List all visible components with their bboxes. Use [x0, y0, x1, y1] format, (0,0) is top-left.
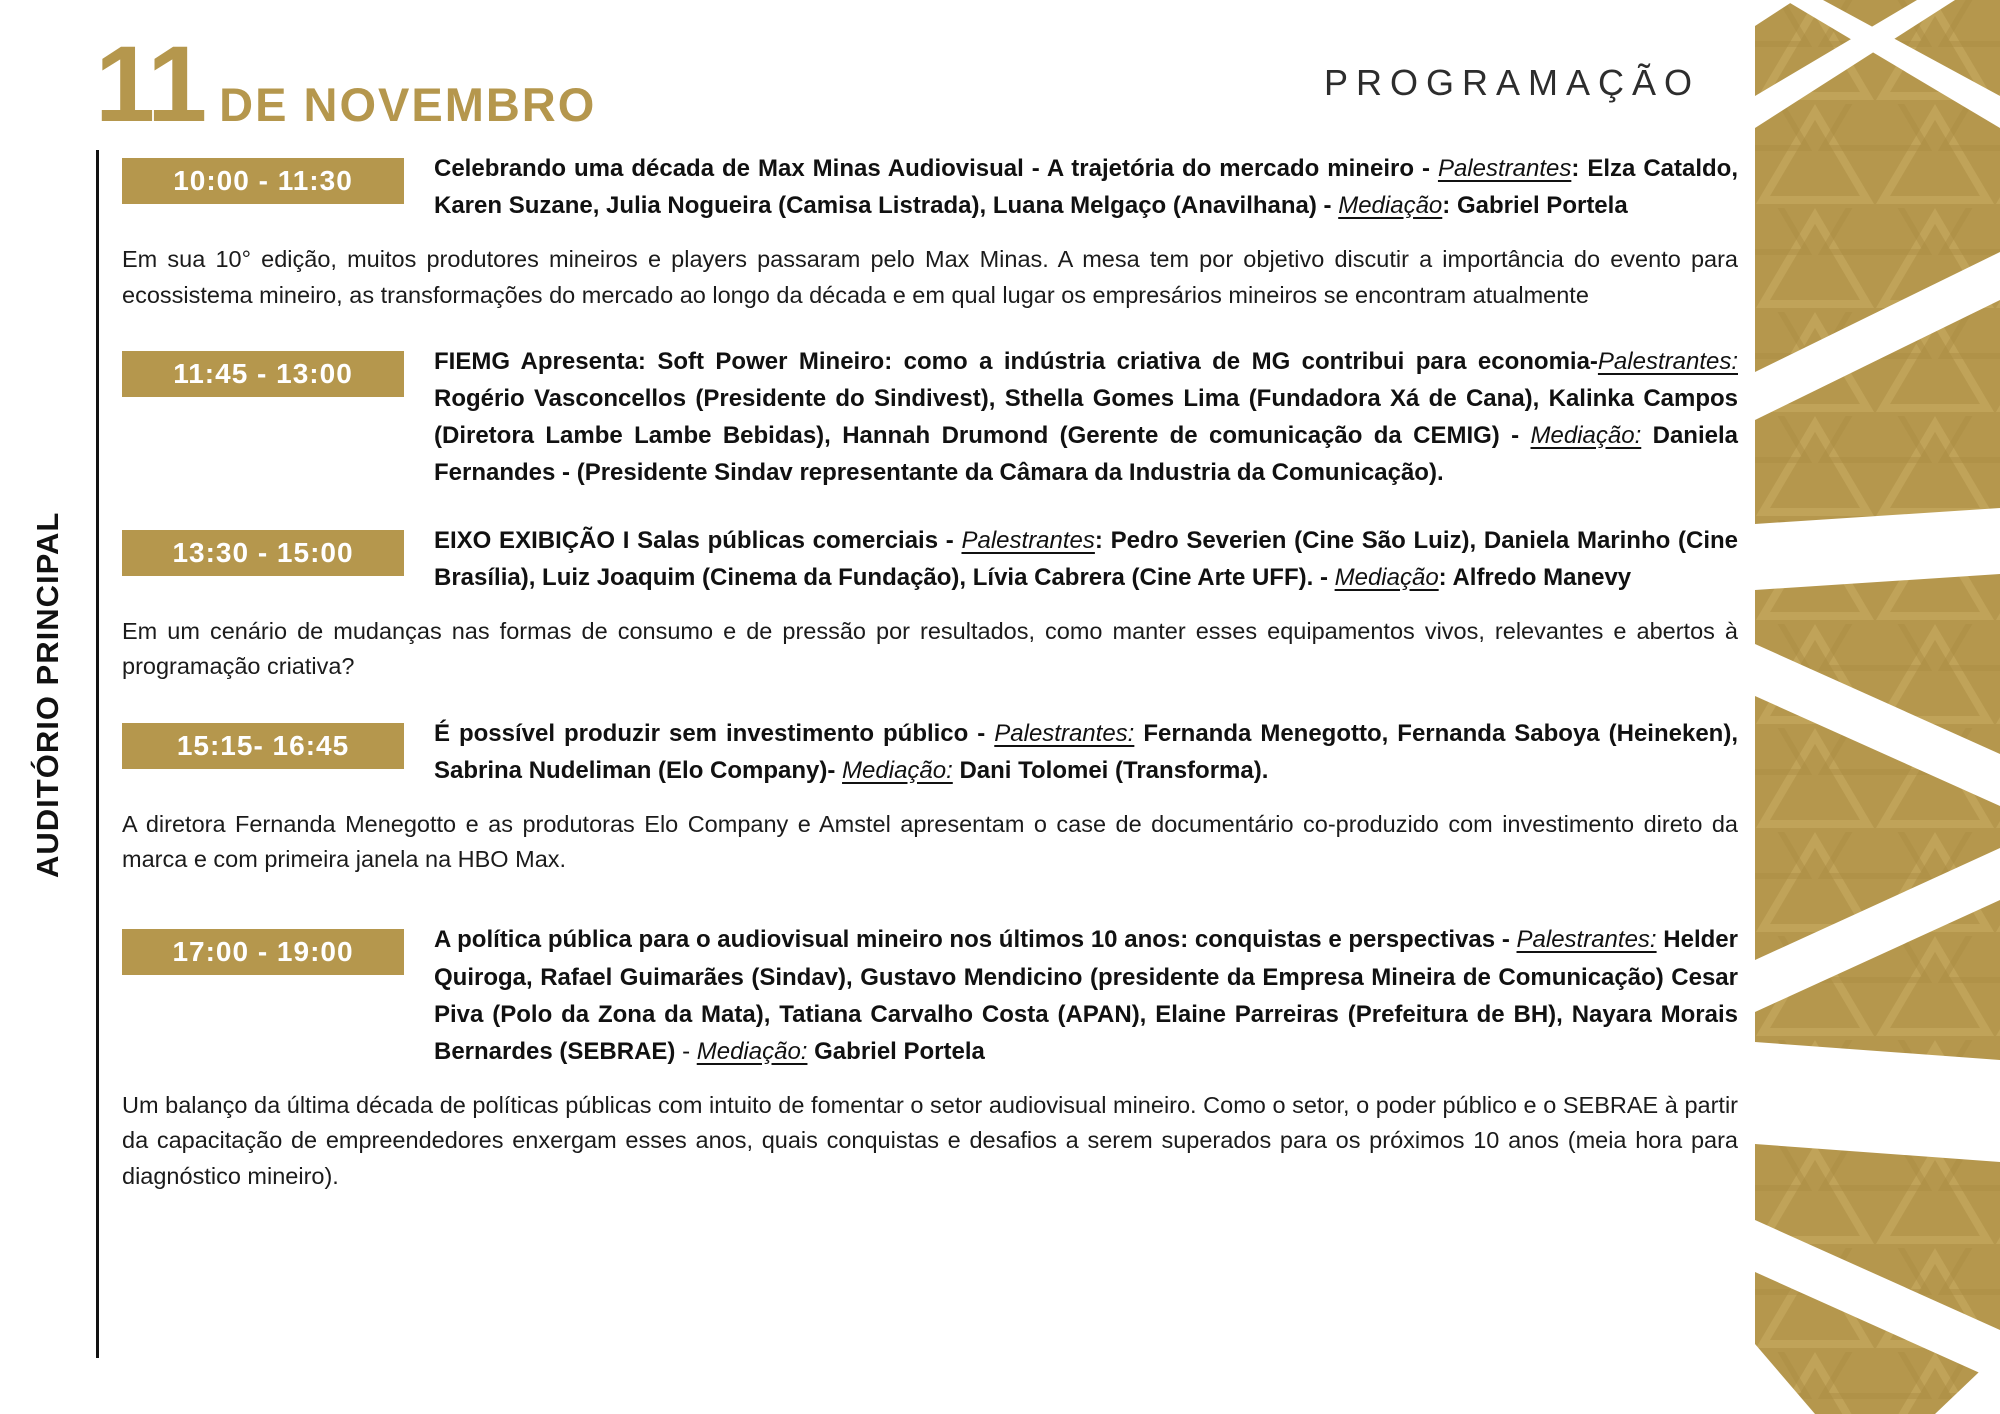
title-role-label: Palestrantes	[1437, 155, 1572, 182]
title-role-label: Mediação:	[1530, 422, 1642, 450]
vertical-divider	[96, 150, 99, 1358]
title-text: É possível produzir sem investimento público -	[434, 719, 995, 747]
session-description: A diretora Fernanda Menegotto e as produtoras Elo Company e Amstel apresentam o case de documentário co-produzido com investimento direto da marca e com primeira janela na HBO Max.	[122, 810, 1738, 873]
title-text: Celebrando uma década de Max Minas Audiovisual - A trajetória do mercado mineiro -	[434, 155, 1438, 182]
title-text: : Elza Cataldo, Karen Suzane, Julia Nogueira (Camisa Listrada), Luana Melgaço (Anavilhana) -	[434, 155, 1738, 220]
session-description: Em sua 10° edição, muitos produtores mineiros e players passaram pelo Max Minas. A mesa tem por objetivo discutir a importância do evento para ecossistema mineiro, as transformações do mercado ao longo da década e em qual lugar os empresários mineiros se encontram atualmente	[122, 246, 1738, 308]
title-text: : Gabriel Portela	[1442, 192, 1628, 220]
session-time-badge: 10:00 - 11:30	[122, 158, 404, 204]
session-description: Um balanço da última década de políticas públicas com intuito de fomentar o setor audiovisual mineiro. Como o setor, o poder público e o SEBRAE à partir da capacitação de empreendedores enxergam esses anos, quais conquistas e desafios a serem superados para os próximos 10 anos (meia hora para diagnóstico mineiro).	[122, 1092, 1738, 1189]
session-title	[434, 522, 1738, 596]
title-text: FIEMG Apresenta: Soft Power Mineiro: como a indústria criativa de MG contribui para economia-	[434, 347, 1598, 375]
title-role-label: Palestrantes	[961, 526, 1095, 554]
title-role-label: Palestrantes:	[994, 719, 1135, 747]
session-time-badge: 11:45 - 13:00	[122, 351, 404, 397]
session-block	[122, 150, 1738, 313]
session-block	[122, 343, 1738, 492]
title-text: Helder Quiroga, Rafael Guimarães (Sindav), Gustavo Mendicino (presidente da Empresa Mineira de Comunicação) Cesar Piva (Polo da Zona da Mata), Tatiana Carvalho Costa (APAN), Elaine Parreiras (Prefeitura de BH), Nayara Morais Bernardes (SEBRAE)	[434, 926, 1738, 1065]
session-block	[122, 715, 1738, 878]
session-time-badge: 17:00 - 19:00	[122, 929, 404, 975]
session-time-badge: 15:15- 16:45	[122, 723, 404, 769]
title-text: -	[682, 1037, 697, 1065]
title-text: : Alfredo Manevy	[1438, 563, 1632, 591]
title-text: Rogério Vasconcellos (Presidente do Sindivest), Sthella Gomes Lima (Fundadora Xá de Cana), Kalinka Campos (Diretora Lambe Lambe Bebidas), Hannah Drumond (Gerente de comunicação da CEMIG) -	[434, 385, 1738, 450]
title-role-label: Mediação:	[842, 756, 953, 784]
page-title: PROGRAMAÇÃO	[1323, 62, 1700, 103]
title-text: Daniela Fernandes - (Presidente Sindav representante da Câmara da Industria da Comunicação).	[434, 422, 1738, 487]
title-text: A política pública para o audiovisual mineiro nos últimos 10 anos: conquistas e perspectivas -	[434, 926, 1517, 954]
session-description: Em um cenário de mudanças nas formas de consumo e de pressão por resultados, como manter esses equipamentos vivos, relevantes e abertos à programação criativa?	[122, 618, 1738, 680]
session-row	[122, 343, 1738, 492]
title-role-label: Palestrantes:	[1516, 926, 1657, 954]
title-text: Dani Tolomei (Transforma).	[952, 756, 1269, 784]
session-row	[122, 921, 1738, 1070]
title-text: Gabriel Portela	[807, 1037, 985, 1065]
session-title	[434, 715, 1738, 789]
title-text: : Pedro Severien (Cine São Luiz), Daniela Marinho (Cine Brasília), Luiz Joaquim (Cinema da Fundação), Lívia Cabrera (Cine Arte UFF). -	[434, 526, 1738, 591]
session-row	[122, 522, 1738, 596]
gold-pattern-decoration	[1755, 0, 2000, 1414]
title-text: Fernanda Menegotto, Fernanda Saboya (Heineken), Sabrina Nudeliman (Elo Company)-	[434, 719, 1738, 784]
session-title	[434, 150, 1738, 224]
session-title	[434, 343, 1738, 492]
session-title	[434, 921, 1738, 1070]
schedule-list	[122, 150, 1738, 1224]
title-text: EIXO EXIBIÇÃO I Salas públicas comerciais -	[434, 526, 962, 554]
session-row	[122, 715, 1738, 789]
title-role-label: Mediação	[1338, 192, 1443, 220]
session-block	[122, 522, 1738, 685]
title-role-label: Palestrantes:	[1597, 347, 1738, 375]
page-header	[95, 23, 597, 144]
title-role-label: Mediação	[1334, 563, 1439, 591]
session-block	[122, 921, 1738, 1194]
session-row	[122, 150, 1738, 224]
title-role-label: Mediação:	[696, 1037, 808, 1065]
date-text: DE NOVEMBRO	[219, 78, 597, 131]
date-number: 11	[95, 23, 206, 144]
session-time-badge: 13:30 - 15:00	[122, 530, 404, 576]
venue-label: AUDITÓRIO PRINCIPAL	[30, 511, 65, 878]
